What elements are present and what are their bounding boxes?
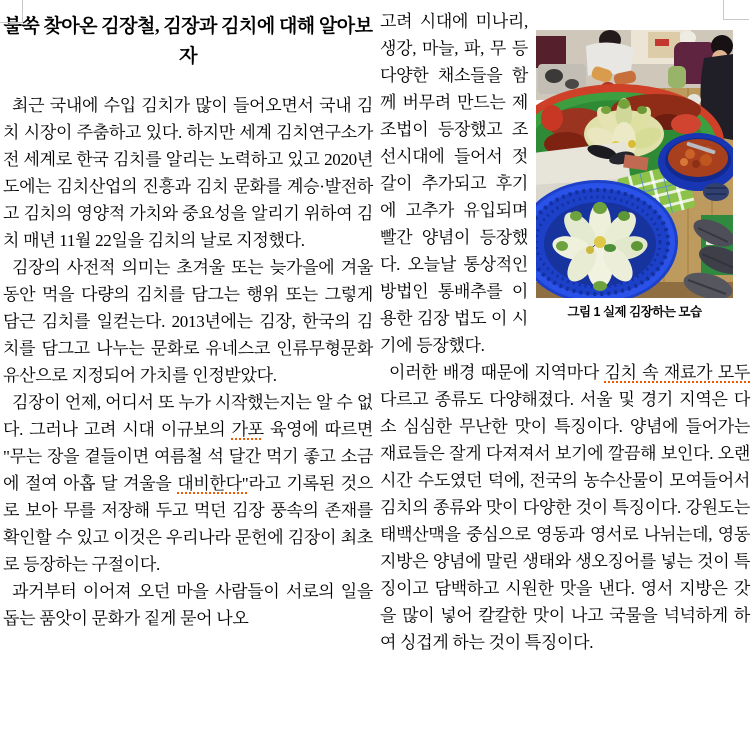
kimjang-photo — [536, 30, 733, 298]
document-title: 불쑥 찾아온 김장철, 김장과 김치에 대해 알아보자 — [3, 16, 373, 67]
paragraph-text: 이러한 배경 때문에 지역마다 — [389, 363, 605, 382]
paragraph-kimjang-origin — [3, 389, 373, 578]
paragraph-text: 육영에 따르면 "무는 장을 곁들이면 여름철 석 달간 먹기 좋고 소금에 절여 아홉 달 겨울을 — [3, 420, 373, 493]
kimjang-photo-figure — [536, 30, 733, 320]
paragraph-kimchi-day: 최근 국내에 수입 김치가 많이 들어오면서 국내 김치 시장이 주춤하고 있다. 하지만 세계 김치연구소가 전 세계로 한국 김치를 알리는 노력하고 있고 2020년도에는 김치산업의 진흥과 김치 문화를 계승·발전하고 김치의 영양적 가치와 중요성을 알리기 위하여 김치 매년 11월 22일을 김치의 날로 지정했다. — [3, 96, 373, 250]
paragraph-text: 다르고 종류도 다양해졌다. 서울 및 경기 지역은 다소 심심한 무난한 맛이 특징이다. 양념에 들어가는 재료들은 잘게 다져져서 보기에 깔끔해 보인다. 오랜 시간 수도였던 덕에, 전국의 농수산물이 모여들어서 김치의 종류와 맛이 다양한 것이 특징이다. 강원도는 태백산맥을 중심으로 영동과 영서로 나뉘는데, 영동 지방은 양념에 말린 생태와 생오징어를 넣는 것이 특징이고 담백하고 시원한 맛을 낸다. 영서 지방은 갓을 많이 넣어 칼칼한 맛이 나고 국물을 넉넉하게 하여 싱겁게 하는 것이 특징이다. — [380, 390, 750, 652]
text-column-left[interactable] — [3, 8, 373, 656]
paragraph-goryeo-recipe: 고려 시대에 미나리, 생강, 마늘, 파, 무 등 다양한 채소들을 함께 버무려 만드는 제조법이 등장했고 조선시대에 들어서 젓갈이 추가되고 후기에 고추가 유입되며 빨간 양념이 등장했다. 오늘날 통상적인 방법인 통배추를 이용한 김장 법도 이 시기에 등장했다. — [380, 12, 528, 355]
spellcheck-marked-word: 대비한다" — [177, 474, 249, 493]
page-corner-mark-right — [723, 0, 749, 20]
paragraph-text: 라고 기록된 것으로 보아 무를 저장해 두고 먹던 김장 풍속의 존재를 확인할 수 있고 이것은 우리나라 문헌에 김장이 최초로 등장하는 구절이다. — [3, 474, 373, 574]
spellcheck-marked-phrase: 김치 속 재료가 모두 — [604, 363, 750, 382]
paragraph-pumasi: 과거부터 이어져 오던 마을 사람들이 서로의 일을 돕는 품앗이 문화가 짙게 묻어 나오 — [3, 582, 373, 628]
paragraph-kimjang-meaning: 김장의 사전적 의미는 초겨울 또는 늦가을에 겨울 동안 먹을 다량의 김치를 담그는 행위 또는 그렇게 담근 김치를 일컫는다. 2013년에는 김장, 한국의 김치를 담그고 나누는 문화로 유네스코 인류무형문화유산으로 지정되어 가치를 인정받았다. — [3, 258, 373, 385]
page-corner-mark-left — [0, 0, 23, 23]
text-column-right[interactable] — [380, 8, 750, 656]
spellcheck-marked-word: 가포 — [231, 420, 264, 439]
figure-caption: 그림 1 실제 김장하는 모습 — [567, 305, 702, 319]
paragraph-text: 김장이 언제, 어디서 또 누가 시작했는지는 알 수 없다. 그러나 고려 시대 이규보의 — [3, 393, 373, 439]
paragraph-regional-kimchi — [380, 359, 750, 656]
